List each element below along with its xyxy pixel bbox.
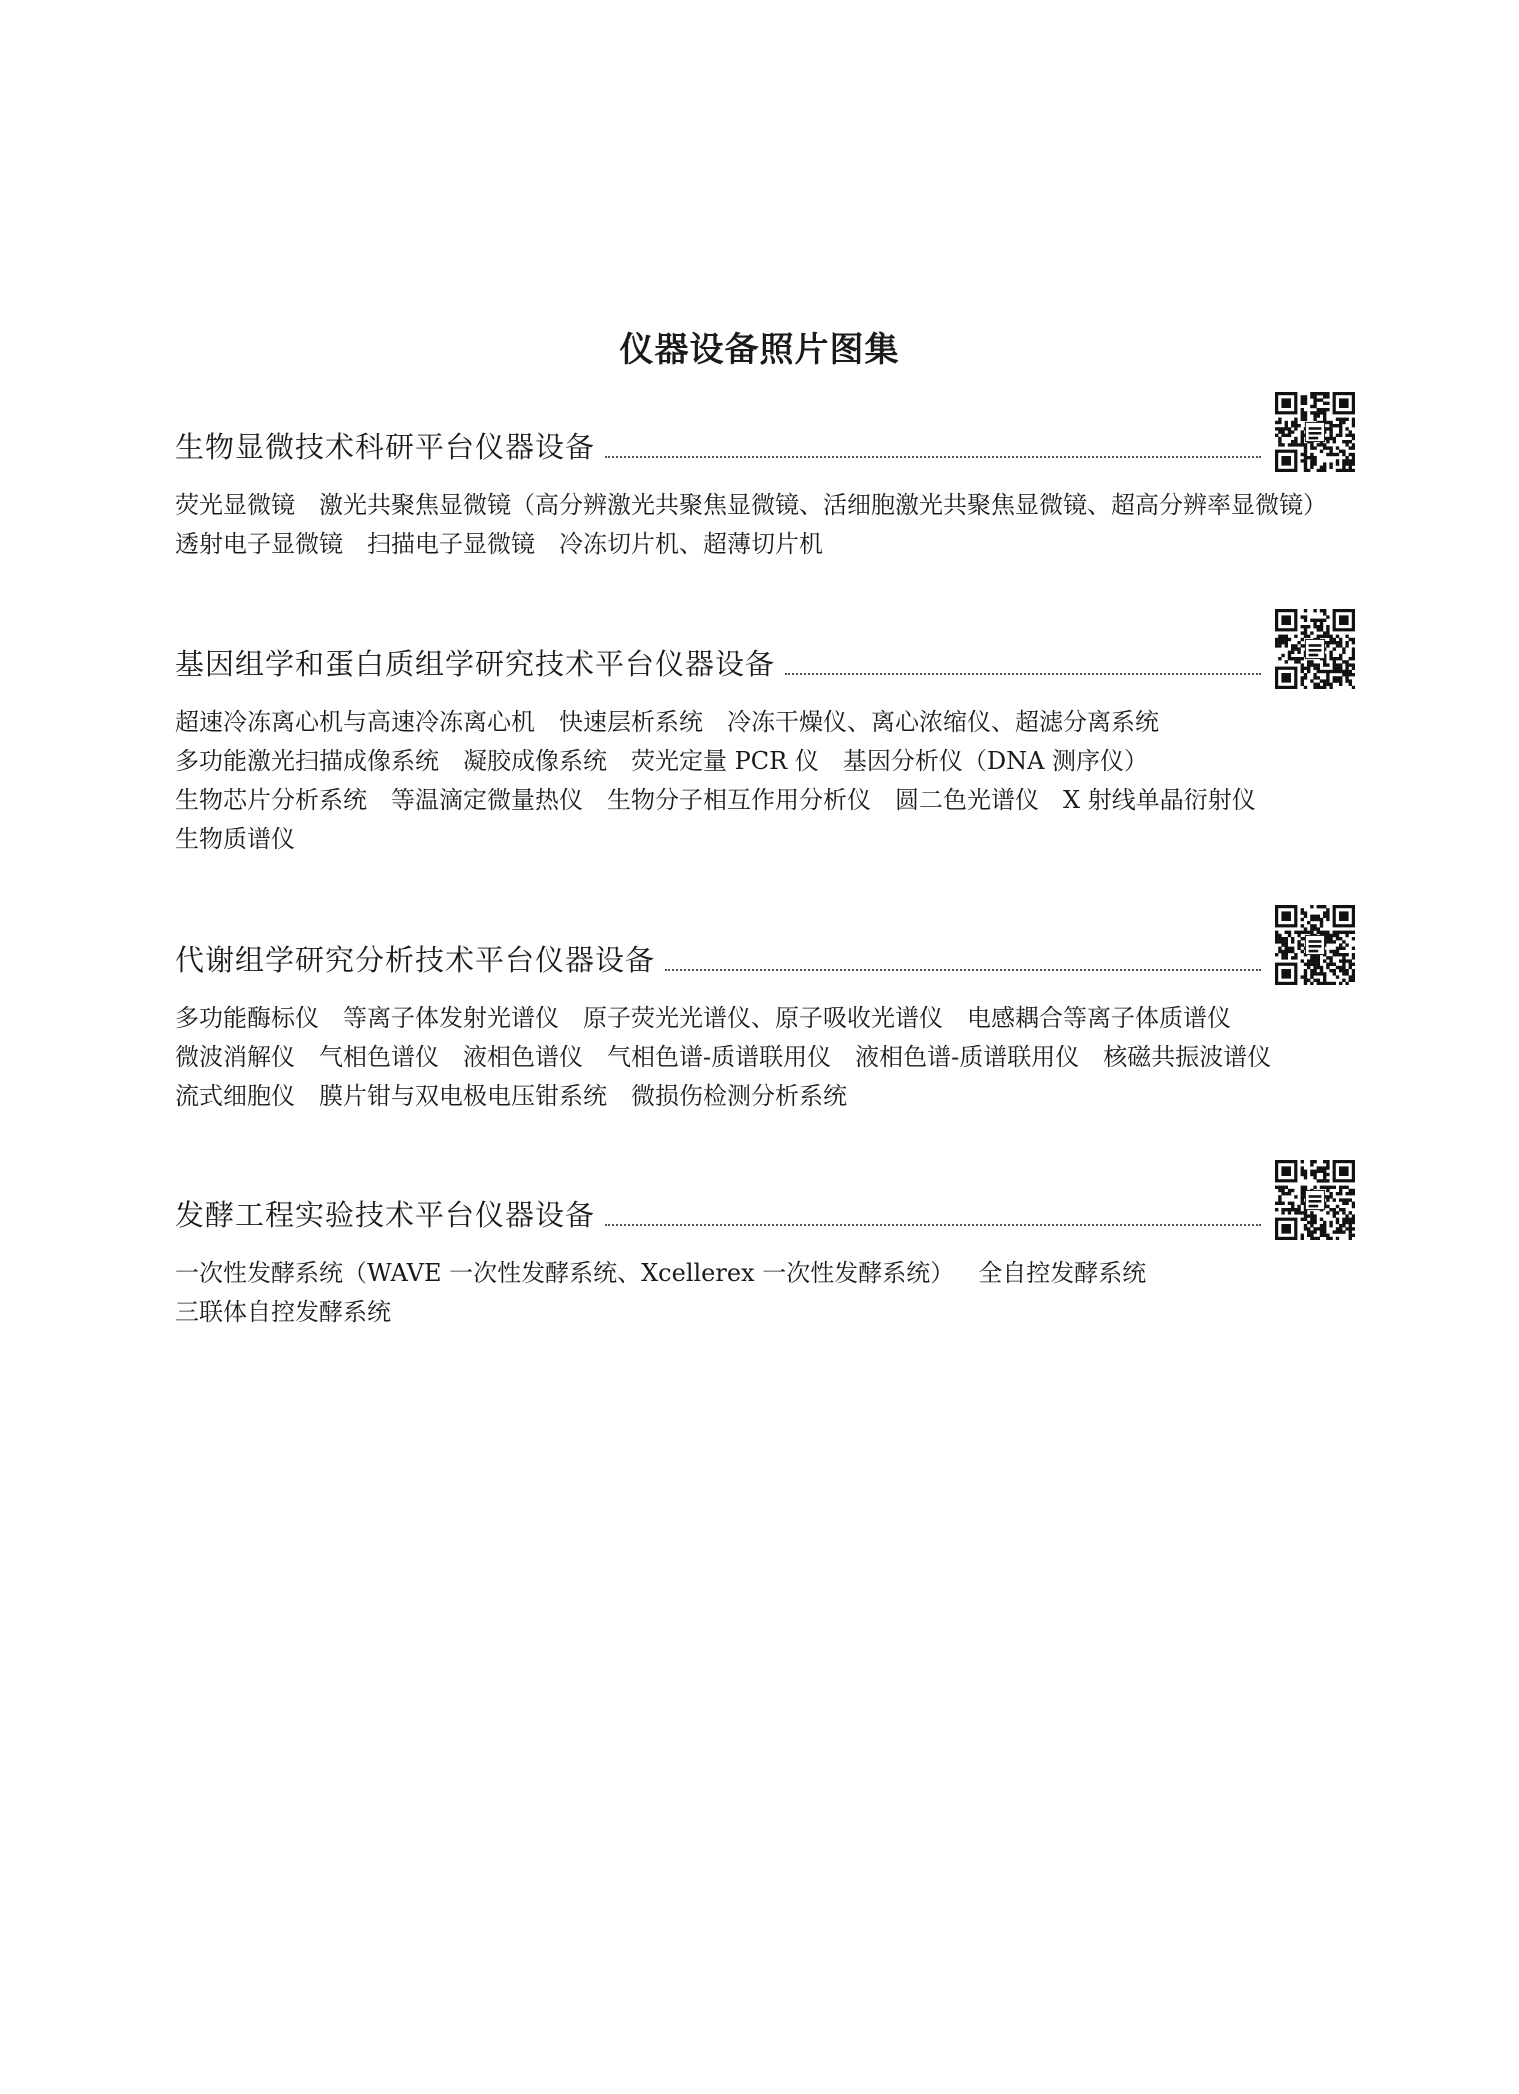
equipment-line [175, 781, 1345, 820]
equipment-item: 生物分子相互作用分析仪 [607, 786, 871, 814]
equipment-item: 荧光定量 PCR 仪 [631, 747, 819, 775]
qr-code-icon[interactable] [1275, 392, 1355, 472]
equipment-item: 核磁共振波谱仪 [1103, 1043, 1272, 1071]
dotted-leader [785, 673, 1261, 675]
section-header [175, 1158, 1345, 1240]
equipment-item: 冷冻干燥仪、离心浓缩仪、超滤分离系统 [727, 708, 1159, 736]
equipment-item: 多功能酶标仪 [175, 1004, 319, 1032]
equipment-item: X 射线单晶衍射仪 [1063, 786, 1256, 814]
equipment-list [175, 1254, 1345, 1332]
equipment-item: 透射电子显微镜 [175, 530, 343, 558]
equipment-item: 微波消解仪 [175, 1043, 295, 1071]
equipment-line [175, 1077, 1345, 1116]
dotted-leader [605, 456, 1261, 458]
equipment-item: 等温滴定微量热仪 [391, 786, 583, 814]
section [175, 607, 1345, 859]
equipment-item: 电感耦合等离子体质谱仪 [967, 1004, 1231, 1032]
section-title: 基因组学和蛋白质组学研究技术平台仪器设备 [175, 647, 776, 681]
equipment-item: 一次性发酵系统（WAVE 一次性发酵系统、Xcellerex 一次性发酵系统） [175, 1259, 955, 1287]
equipment-item: 超速冷冻离心机与高速冷冻离心机 [175, 708, 535, 736]
section [175, 903, 1345, 1116]
equipment-item: 冷冻切片机、超薄切片机 [559, 530, 823, 558]
section-header [175, 390, 1345, 472]
equipment-line [175, 486, 1345, 525]
section-title: 生物显微技术科研平台仪器设备 [175, 430, 596, 464]
equipment-item: 多功能激光扫描成像系统 [175, 747, 439, 775]
equipment-item: 荧光显微镜 [175, 491, 295, 519]
equipment-line [175, 1254, 1345, 1293]
equipment-item: 等离子体发射光谱仪 [343, 1004, 559, 1032]
section-header [175, 607, 1345, 689]
equipment-item: 气相色谱-质谱联用仪 [607, 1043, 832, 1071]
equipment-item: 激光共聚焦显微镜（高分辨激光共聚焦显微镜、活细胞激光共聚焦显微镜、超高分辨率显微镜） [319, 491, 1327, 519]
equipment-item: 圆二色光谱仪 [895, 786, 1039, 814]
equipment-list [175, 703, 1345, 859]
equipment-item: 三联体自控发酵系统 [175, 1298, 391, 1326]
equipment-item: 生物质谱仪 [175, 825, 295, 853]
section-title: 发酵工程实验技术平台仪器设备 [175, 1198, 596, 1232]
dotted-leader [665, 969, 1261, 971]
equipment-item: 微损伤检测分析系统 [631, 1082, 847, 1110]
dotted-leader [605, 1224, 1261, 1226]
equipment-item: 膜片钳与双电极电压钳系统 [319, 1082, 607, 1110]
equipment-item: 原子荧光光谱仪、原子吸收光谱仪 [583, 1004, 943, 1032]
equipment-line [175, 525, 1345, 564]
qr-code-icon[interactable] [1275, 905, 1355, 985]
section-title: 代谢组学研究分析技术平台仪器设备 [175, 943, 656, 977]
section-header [175, 903, 1345, 985]
equipment-line [175, 1293, 1345, 1332]
qr-code-icon[interactable] [1275, 609, 1355, 689]
equipment-item: 快速层析系统 [559, 708, 703, 736]
equipment-item: 液相色谱-质谱联用仪 [855, 1043, 1080, 1071]
section [175, 1158, 1345, 1332]
equipment-item: 全自控发酵系统 [978, 1259, 1147, 1287]
equipment-item: 扫描电子显微镜 [367, 530, 535, 558]
equipment-line [175, 999, 1345, 1038]
equipment-list [175, 999, 1345, 1116]
page-title: 仪器设备照片图集 [619, 330, 900, 370]
section [175, 390, 1345, 564]
equipment-item: 气相色谱仪 [319, 1043, 439, 1071]
equipment-line [175, 1038, 1345, 1077]
equipment-item: 流式细胞仪 [175, 1082, 295, 1110]
equipment-line [175, 820, 1345, 859]
equipment-line [175, 742, 1345, 781]
equipment-item: 基因分析仪（DNA 测序仪） [842, 747, 1149, 775]
equipment-line [175, 703, 1345, 742]
equipment-item: 凝胶成像系统 [463, 747, 607, 775]
equipment-item: 生物芯片分析系统 [175, 786, 367, 814]
equipment-list [175, 486, 1345, 564]
qr-code-icon[interactable] [1275, 1160, 1355, 1240]
equipment-item: 液相色谱仪 [463, 1043, 583, 1071]
